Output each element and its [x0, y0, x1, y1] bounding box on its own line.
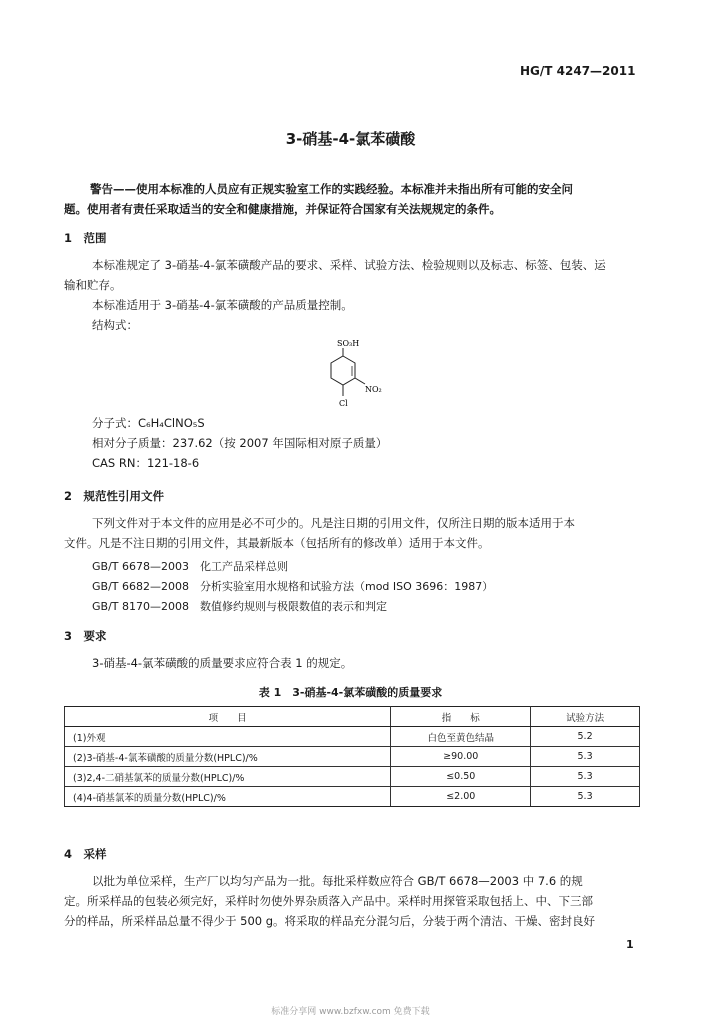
- standard-number: HG/T 4247—2011: [520, 64, 636, 78]
- row-index: 白色至黄色结晶: [391, 727, 531, 747]
- section-2-heading: 2 规范性引用文件: [64, 489, 165, 503]
- quality-requirements-table: [64, 706, 640, 807]
- sulfonic-acid-group: SO₃H: [337, 339, 360, 348]
- row-index: ≤0.50: [391, 767, 531, 787]
- header-test-method: 试验方法: [531, 707, 640, 727]
- reference-item: GB/T 6682—2008 分析实验室用水规格和试验方法（mod ISO 3696：1987）: [92, 580, 494, 593]
- document-title: 3-硝基-4-氯苯磺酸: [285, 130, 416, 148]
- section-1-para-2: 本标准适用于 3-硝基-4-氯苯磺酸的产品质量控制。: [92, 298, 353, 312]
- row-method: 5.3: [531, 767, 640, 787]
- structural-formula: [315, 338, 395, 414]
- chloro-group: Cl: [339, 399, 348, 408]
- reference-item: GB/T 8170—2008 数值修约规则与极限数值的表示和判定: [92, 600, 387, 613]
- row-method: 5.3: [531, 747, 640, 767]
- table-row: [65, 787, 640, 807]
- table-row: [65, 767, 640, 787]
- header-index: 指 标: [391, 707, 531, 727]
- benzene-ring: [331, 356, 355, 385]
- section-1-heading: 1 范围: [64, 231, 107, 245]
- section-2-para-line-1: 下列文件对于本文件的应用是必不可少的。凡是注日期的引用文件，仅所注日期的版本适用于本: [92, 516, 575, 530]
- row-item: (1)外观: [65, 727, 391, 747]
- molecular-mass: 相对分子质量：237.62（按 2007 年国际相对原子质量）: [92, 436, 388, 450]
- row-item: (4)4-硝基氯苯的质量分数(HPLC)/%: [65, 787, 391, 807]
- section-4-line-3: 分的样品，所采样品总量不得少于 500 g。将采取的样品充分混匀后，分装于两个清洁、干燥、密封良好: [64, 914, 596, 928]
- section-2-para-line-2: 文件。凡是不注日期的引用文件，其最新版本（包括所有的修改单）适用于本文件。: [64, 536, 490, 550]
- table-row: [65, 727, 640, 747]
- table-row: [65, 747, 640, 767]
- header-item: 项 目: [65, 707, 391, 727]
- table-caption: 表 1 3-硝基-4-氯苯磺酸的质量要求: [258, 686, 443, 699]
- row-index: ≥90.00: [391, 747, 531, 767]
- structure-label: 结构式：: [92, 318, 138, 332]
- warning-line-2: 题。使用者有责任采取适当的安全和健康措施，并保证符合国家有关法规规定的条件。: [64, 202, 501, 216]
- row-index: ≤2.00: [391, 787, 531, 807]
- bond-right: [355, 378, 365, 384]
- molecular-formula: 分子式：C₆H₄ClNO₅S: [92, 416, 205, 430]
- section-4-line-1: 以批为单位采样，生产厂以均匀产品为一批。每批采样数应符合 GB/T 6678—2003 中 7.6 的规: [92, 874, 583, 888]
- row-method: 5.2: [531, 727, 640, 747]
- reference-item: GB/T 6678—2003 化工产品采样总则: [92, 560, 288, 573]
- section-3-heading: 3 要求: [64, 629, 107, 643]
- section-3-para: 3-硝基-4-氯苯磺酸的质量要求应符合表 1 的规定。: [92, 656, 353, 670]
- cas-number: CAS RN：121-18-6: [92, 456, 200, 470]
- section-1-para-1-line-2: 输和贮存。: [64, 278, 122, 292]
- row-method: 5.3: [531, 787, 640, 807]
- section-4-heading: 4 采样: [64, 847, 107, 861]
- warning-line-1: 警告——使用本标准的人员应有正规实验室工作的实践经验。本标准并未指出所有可能的安全问: [90, 182, 573, 196]
- section-4-line-2: 定。所采样品的包装必须完好，采样时勿使外界杂质落入产品中。采样时用探管采取包括上、中、下三部: [64, 894, 593, 908]
- row-item: (3)2,4-二硝基氯苯的质量分数(HPLC)/%: [65, 767, 391, 787]
- row-item: (2)3-硝基-4-氯苯磺酸的质量分数(HPLC)/%: [65, 747, 391, 767]
- section-1-para-1-line-1: 本标准规定了 3-硝基-4-氯苯磺酸产品的要求、采样、试验方法、检验规则以及标志、标签、包装、运: [92, 258, 606, 272]
- table-header-row: [65, 707, 640, 727]
- footer-watermark: 标准分享网 www.bzfxw.com 免费下载: [271, 1007, 430, 1017]
- page-number: 1: [626, 938, 634, 951]
- nitro-group: NO₂: [365, 385, 382, 394]
